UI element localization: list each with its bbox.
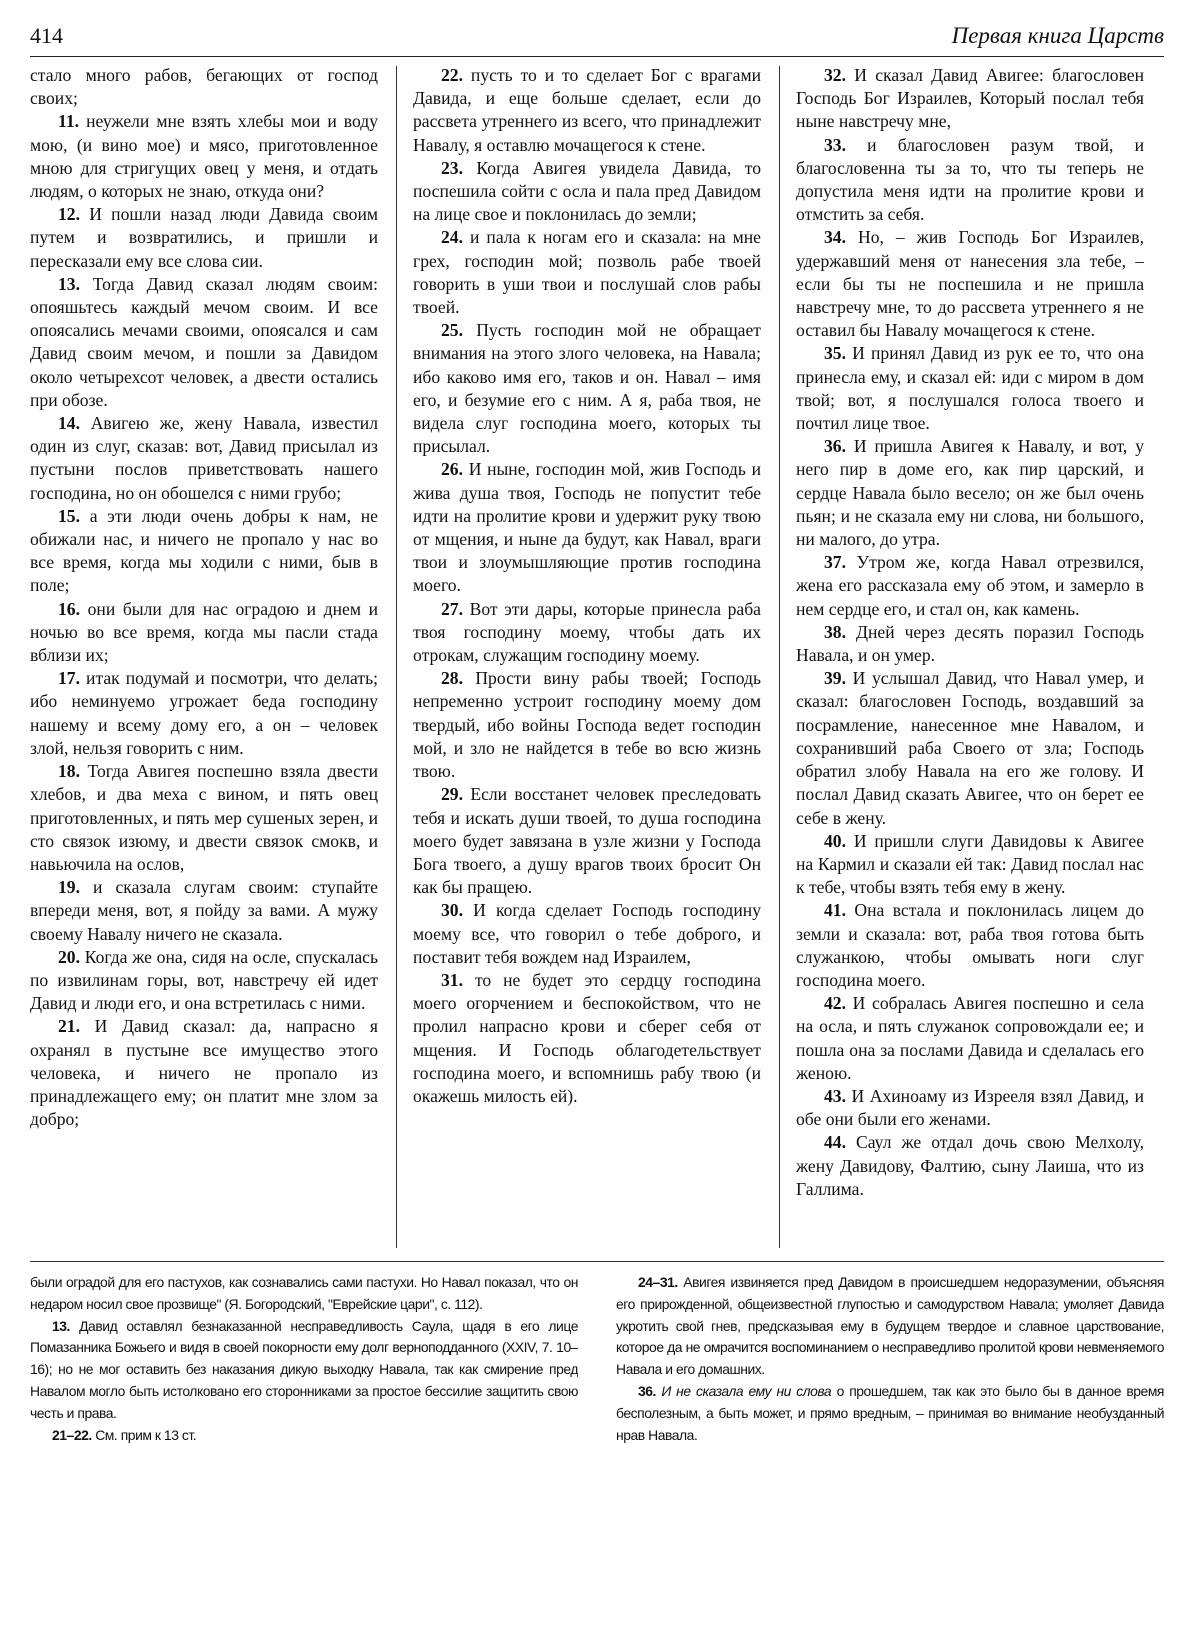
verse-number: 30.: [441, 900, 463, 921]
verse-text: Вот эти дары, которые принесла раба твоя господину моему, чтобы дать их отрокам, служащим господину моему.: [413, 598, 761, 666]
verse: [30, 64, 378, 110]
verse: [30, 667, 378, 760]
verse-text: И Давид сказал: да, напрасно я охранял в пустыне все имущество этого человека, и ничего не пропало из принадлежащего ему; он платит мне злом за добро;: [30, 1016, 378, 1130]
verse-number: 16.: [58, 598, 80, 619]
verse-text: Когда же она, сидя на осле, спускалась по извилинам горы, вот, навстречу ей идет Давид и люди его, и она встретилась с ними.: [30, 946, 378, 1014]
verse-number: 42.: [824, 993, 846, 1014]
verse: [796, 64, 1144, 134]
verse-number: 37.: [824, 552, 846, 573]
verse-number: 35.: [824, 343, 846, 364]
verse: [796, 667, 1144, 829]
commentary-note: [616, 1381, 1164, 1446]
verse-number: 36.: [824, 436, 846, 457]
note-reference: 13.: [52, 1317, 70, 1334]
verse: [30, 1015, 378, 1131]
verse-number: 22.: [441, 65, 463, 85]
running-title: Первая книга Царств: [951, 23, 1164, 48]
note-text: См. прим к 13 ст.: [95, 1426, 197, 1443]
verse-text: И услышал Давид, что Навал умер, и сказал: благословен Господь, воздавший за посрамление, нанесенное мне Навалом, и сохранивший раба Своего от зла; Господь обратил злобу Навала на его же голову. И послал Давид сказать Авигее, что он берет ее себе в жену.: [796, 668, 1144, 828]
verse: [796, 1131, 1144, 1201]
verse: [413, 969, 761, 1108]
verse-text: И пришла Авигея к Навалу, и вот, у него пир в доме его, как пир царский, и сердце Навала было весело; он же был очень пьян; и не сказала ему ни слова, ни большого, ни малого, до утра.: [796, 436, 1144, 550]
note-reference: 24–31.: [638, 1274, 678, 1290]
commentary-column-left: [30, 1272, 578, 1472]
verse-number: 23.: [441, 157, 463, 178]
verse-text: И ныне, господин мой, жив Господь и жива душа твоя, Господь не попустит тебе идти на пролитие крови и удержит руку твою от мщения, и ныне да будут, как Навал, враги твои и злоумышляющие против господина моего.: [413, 459, 761, 596]
verse-text: Саул же отдал дочь свою Мелхолу, жену Давидову, Фалтию, сыну Лаиша, что из Галлима.: [796, 1132, 1144, 1199]
verse-text: И принял Давид из рук ее то, что она принесла ему, и сказал ей: иди с миром в дом твой; вот, я послушался голоса твоего и почтил лице твое.: [796, 343, 1144, 434]
verse: [30, 598, 378, 668]
verse: [796, 435, 1144, 551]
verse: [30, 876, 378, 946]
verse: [796, 134, 1144, 227]
verse: [796, 899, 1144, 992]
verse: [796, 621, 1144, 667]
verse: [413, 226, 761, 319]
note-text: о прошедшем, так как это было бы в данное время бесполезным, а быть может, и прямо вредным, – принимая во внимание необузданный нрав Навала.: [616, 1382, 1164, 1443]
column-divider: [396, 66, 397, 1248]
verse-text: неужели мне взять хлебы мои и воду мою, (и вино мое) и мясо, приготовленное мною для стригущих овец у меня, и отдать людям, о которых не знаю, откуда они?: [30, 111, 378, 202]
commentary-note: [30, 1425, 578, 1447]
verse-number: 31.: [441, 969, 463, 990]
note-reference: 21–22.: [52, 1426, 92, 1443]
verse-text: Когда Авигея увидела Давида, то поспешила сойти с осла и пала пред Давидом на лице свое и поклонилась до земли;: [413, 157, 761, 225]
verse: [413, 899, 761, 969]
verse-text: итак подумай и посмотри, что делать; ибо неминуемо угрожает беда господину нашему и всему дому его, а он – человек злой, нельзя говорить с ним.: [30, 668, 378, 758]
verse-number: 21.: [58, 1016, 80, 1037]
verse-number: 29.: [441, 784, 463, 805]
verse: [30, 412, 378, 505]
verse: [796, 830, 1144, 900]
verse: [30, 273, 378, 412]
verse-text: И сказал Давид Авигее: благословен Господь Бог Израилев, Который послал тебя ныне навстречу мне,: [796, 65, 1144, 132]
verse: [30, 760, 378, 876]
verse-number: 19.: [58, 877, 80, 898]
verse: [413, 157, 761, 227]
verse: [413, 319, 761, 458]
verse-number: 28.: [441, 668, 463, 689]
verse-text: Дней через десять поразил Господь Навала, и он умер.: [796, 621, 1144, 666]
verse-number: 17.: [58, 668, 80, 689]
text-column-3: [796, 64, 1144, 1254]
verse-number: 24.: [441, 227, 463, 248]
note-text: были оградой для его пастухов, как сознавались сами пастухи. Но Навал показал, что он недаром носил свое прозвище" (Я. Богородский, "Еврейские цари", с. 112).: [30, 1274, 578, 1312]
verse-text: то не будет это сердцу господина моего огорчением и беспокойством, что не пролил напрасно крови и сберег себя от мщения. И Господь облагодетельствует господина моего, и вспомнишь рабу твою (и окажешь милость ей).: [413, 969, 761, 1106]
verse-text: и благословен разум твой, и благословенна ты за то, что ты теперь не допустила меня идти на пролитие крови и отмстить за себя.: [796, 134, 1144, 225]
text-column-1: [30, 64, 378, 1254]
verse-number: 26.: [441, 459, 463, 480]
verse-number: 18.: [58, 761, 80, 782]
verse: [413, 458, 761, 597]
verse-text: Пусть господин мой не обращает внимания на этого злого человека, на Навала; ибо каково имя его, таков и он. Навал – имя его, и безумие его с ним. А я, раба твоя, не видела слуг господина моего, которых ты присылал.: [413, 320, 761, 457]
page-number: 414: [30, 23, 63, 48]
verse: [413, 64, 761, 157]
verse-text: И Ахиноаму из Изрееля взял Давид, и обе они были его женами.: [796, 1085, 1144, 1130]
verse-number: 14.: [58, 413, 80, 434]
verse-number: 33.: [824, 134, 846, 155]
verse-text: Авигею же, жену Навала, известил один из слуг, сказав: вот, Давид присылал из пустыни послов приветствовать нашего господина, но он обошелся с ними грубо;: [30, 413, 378, 503]
commentary-note: [30, 1272, 578, 1316]
verse: [413, 783, 761, 899]
verse: [30, 946, 378, 1016]
verse: [413, 598, 761, 668]
note-text: Давид оставлял безнаказанной несправедливость Саула, щадя в его лице Помазанника Божьего и видя в своей покорности ему долг верноподданного (XXIV, 7. 10–16); но не мог оставить без наказания дикую выходку Навала, так как смирение пред Навалом могло быть истолковано его сторонниками за простое бессилие защитить свою честь и права.: [30, 1317, 578, 1421]
note-quoted-phrase: И не сказала ему ни слова: [661, 1382, 832, 1399]
verse-text: они были для нас оградою и днем и ночью во все время, когда мы пасли стада вблизи их;: [30, 598, 378, 666]
verse: [796, 1085, 1144, 1131]
verse-number: 25.: [441, 320, 463, 341]
verse-text: Если восстанет человек преследовать тебя и искать души твоей, то душа господина моего будет завязана в узле жизни у Господа Бога твоего, а душу врагов твоих бросит Он как бы пращею.: [413, 784, 761, 898]
verse-number: 38.: [824, 621, 846, 642]
verse: [413, 667, 761, 783]
verse-number: 41.: [824, 900, 846, 921]
verse: [30, 203, 378, 273]
verse-text: И пришли слуги Давидовы к Авигее на Кармил и сказали ей так: Давид послал нас к тебе, чтобы взять тебя ему в жену.: [796, 830, 1144, 898]
verse: [796, 342, 1144, 435]
verse-text: и пала к ногам его и сказала: на мне грех, господин мой; позволь рабе твоей говорить в уши твои и послушай слов рабы твоей.: [413, 227, 761, 318]
note-reference: 36.: [638, 1382, 656, 1399]
verse-number: 39.: [824, 668, 846, 689]
verse-text: Тогда Давид сказал людям своим: опояшьтесь каждый мечом своим. И все опоясались мечами своими, опоясался и сам Давид своим мечом, и пошли за Давидом около четырехсот человек, а двести остались при обозе.: [30, 273, 378, 410]
page-header: [30, 22, 1164, 57]
commentary-note: [616, 1272, 1164, 1381]
verse-text: Прости вину рабы твоей; Господь непременно устроит господину моему дом твердый, ибо войны Господа ведет господин мой, и зло не найдется в тебе во всю жизнь твою.: [413, 668, 761, 782]
verse-text: И собралась Авигея поспешно и села на осла, и пять служанок сопровождали ее; и пошла она за послами Давида и сделалась его женою.: [796, 993, 1144, 1083]
verse-number: 13.: [58, 273, 80, 294]
verse-text: стало много рабов, бегающих от господ своих;: [30, 65, 378, 109]
verse-text: И пошли назад люди Давида своим путем и возвратились, и пришли и пересказали ему все слова сии.: [30, 204, 378, 271]
verse-number: 20.: [58, 946, 80, 967]
verse: [796, 551, 1144, 621]
verse-number: 34.: [824, 227, 846, 248]
verse-text: а эти люди очень добры к нам, не обижали нас, и ничего не пропало у нас во все время, когда мы ходили с ними, быв в поле;: [30, 505, 378, 596]
verse-text: пусть то и то сделает Бог с врагами Давида, и еще больше сделает, если до рассвета утреннего из всего, что принадлежит Навалу, я оставлю мочащегося к стене.: [413, 65, 761, 155]
verse: [30, 110, 378, 203]
verse-number: 27.: [441, 598, 463, 619]
verse-text: Но, – жив Господь Бог Израилев, удержавший меня от нанесения зла тебе, – если бы ты не поспешила и не пришла навстречу мне, то до рассвета утреннего я не оставил бы Навалу мочащегося к стене.: [796, 227, 1144, 341]
verse-text: Утром же, когда Навал отрезвился, жена его рассказала ему об этом, и замерло в нем сердце его, и стал он, как камень.: [796, 552, 1144, 619]
verse-number: 11.: [58, 111, 80, 132]
verse: [796, 226, 1144, 342]
commentary-column-right: [616, 1272, 1164, 1472]
column-divider: [779, 66, 780, 1248]
verse-number: 40.: [824, 830, 846, 851]
verse: [30, 505, 378, 598]
verse-number: 44.: [824, 1132, 846, 1153]
verse-text: И когда сделает Господь господину моему все, что говорил о тебе доброго, и поставит тебя вождем над Израилем,: [413, 900, 761, 967]
verse: [796, 992, 1144, 1085]
verse-number: 32.: [824, 65, 846, 85]
verse-number: 43.: [824, 1085, 846, 1106]
verse-number: 15.: [58, 505, 80, 526]
note-text: Авигея извиняется пред Давидом в происшедшем недоразумении, объясняя его прирожденной, общеизвестной глупостью и самодурством Навала; умоляет Давида укротить свой гнев, предсказывая ему в будущем твердое и славное царствование, которое да не омрачится воспоминанием о несправедливо пролитой крови невменяемого Навала и его домашних.: [616, 1274, 1164, 1378]
text-column-2: [413, 64, 761, 1254]
verse-text: и сказала слугам своим: ступайте впереди меня, вот, я пойду за вами. А мужу своему Навалу ничего не сказала.: [30, 877, 378, 944]
commentary-note: [30, 1316, 578, 1425]
verse-text: Она встала и поклонилась лицем до земли и сказала: вот, раба твоя готова быть служанкою, чтобы омывать ноги слуг господина моего.: [796, 900, 1144, 990]
verse-number: 12.: [58, 204, 80, 225]
commentary-divider: [30, 1261, 1164, 1262]
verse-text: Тогда Авигея поспешно взяла двести хлебов, и два меха с вином, и пять овец приготовленных, и пять мер сушеных зерен, и сто связок изюму, и двести связок смокв, и навьючила на ослов,: [30, 761, 378, 874]
